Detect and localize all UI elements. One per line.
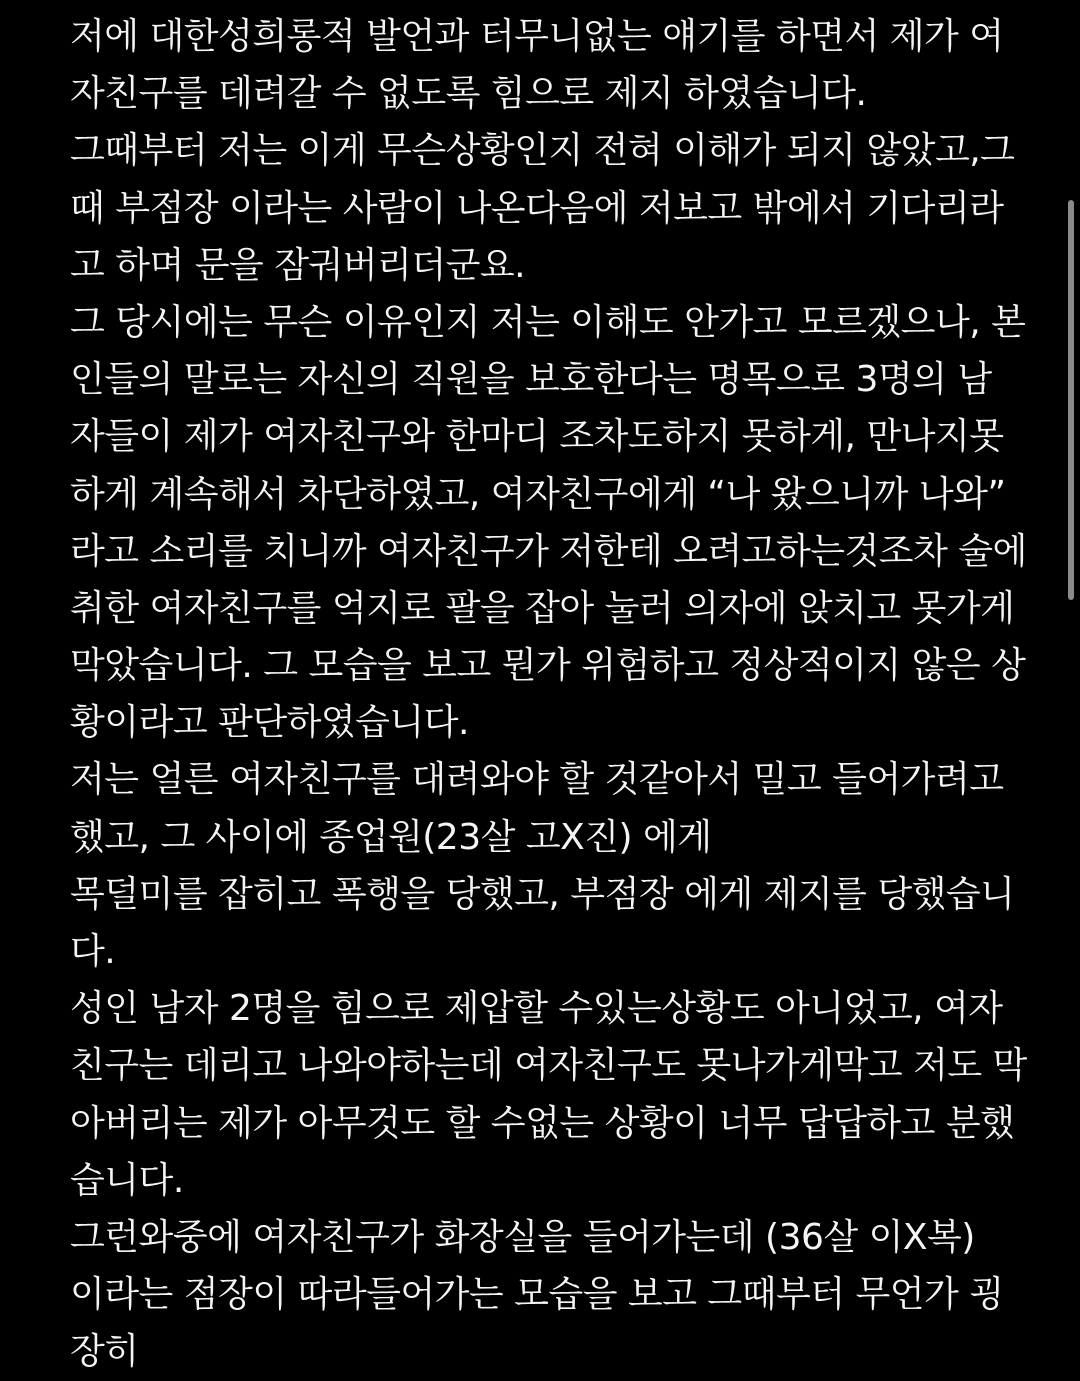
scrollbar[interactable]: [1068, 200, 1074, 600]
note-text-body[interactable]: [70, 8, 1030, 1381]
text-line: 목덜미를 잡히고 폭행을 당했고, 부점장 에게 제지를 당했습니: [70, 873, 1015, 915]
text-line: 아버리는 제가 아무것도 할 수없는 상황이 너무 답답하고 분했: [70, 1102, 1015, 1144]
text-line: 막았습니다. 그 모습을 보고 뭔가 위험하고 정상적이지 않은 상: [70, 645, 1026, 687]
scrollbar-thumb[interactable]: [1068, 200, 1074, 600]
text-line: 자들이 제가 여자친구와 한마디 조차도하지 못하게, 만나지못: [70, 416, 1004, 458]
text-line: 친구는 데리고 나와야하는데 여자친구도 못나가게막고 저도 막: [70, 1045, 1027, 1087]
text-line: 다.: [70, 931, 116, 972]
text-line: 저에 대한성희롱적 발언과 터무니없는 얘기를 하면서 제가 여: [70, 16, 1004, 57]
text-line: 하게 계속해서 차단하였고, 여자친구에게 “나 왔으니까 나와”: [70, 473, 1006, 515]
text-line: 이라는 점장이 따라들어가는 모습을 보고 그때부터 무언가 굉: [70, 1274, 1004, 1316]
text-line: 때 부점장 이라는 사람이 나온다음에 저보고 밖에서 기다리라: [70, 187, 1004, 229]
text-line: 저는 얼른 여자친구를 대려와야 할 것같아서 밀고 들어가려고: [70, 759, 1004, 801]
text-line: 황이라고 판단하였습니다.: [70, 702, 469, 744]
text-line: 고 하며 문을 잠궈버리더군요.: [70, 244, 526, 286]
text-line: 그 당시에는 무슨 이유인지 저는 이해도 안가고 모르겠으나, 본: [70, 301, 1026, 343]
text-line: 했고, 그 사이에 종업원(23살 고X진) 에게: [70, 816, 712, 858]
text-line: 그때부터 저는 이게 무슨상황인지 전혀 이해가 되지 않았고,그: [70, 130, 1015, 172]
text-line: 자친구를 데려갈 수 없도록 힘으로 제지 하였습니다.: [70, 73, 867, 115]
text-line: 장히: [70, 1331, 139, 1373]
text-line: 그런와중에 여자친구가 화장실을 들어가는데 (36살 이X복): [70, 1216, 975, 1258]
text-line: 라고 소리를 치니까 여자친구가 저한테 오려고하는것조차 술에: [70, 530, 1027, 572]
text-line: 습니다.: [70, 1159, 184, 1201]
text-line: 취한 여자친구를 억지로 팔을 잡아 눌러 의자에 앉치고 못가게: [70, 587, 1015, 629]
text-line: 인들의 말로는 자신의 직원을 보호한다는 명목으로 3명의 남: [70, 359, 992, 401]
text-line: 성인 남자 2명을 힘으로 제압할 수있는상황도 아니었고, 여자: [70, 988, 1003, 1030]
